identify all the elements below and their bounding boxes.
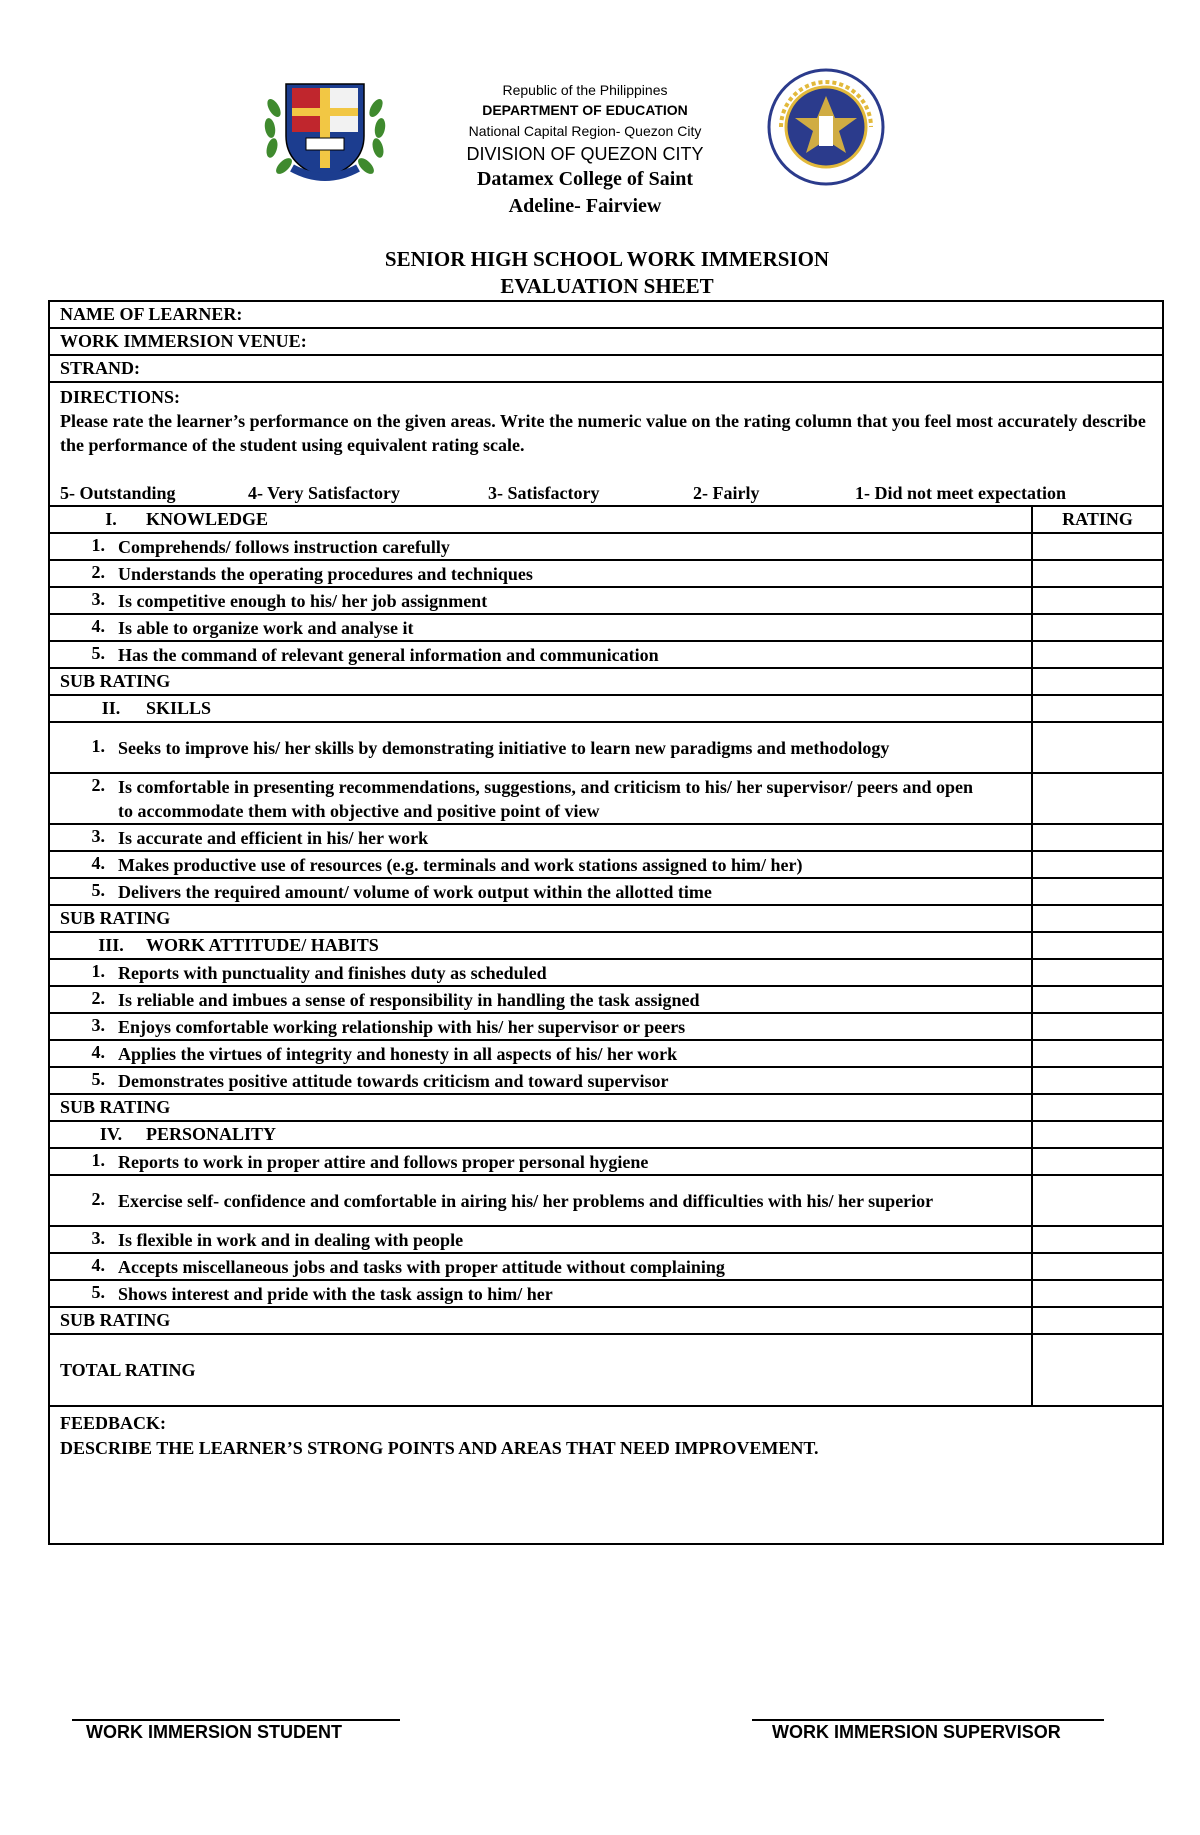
sub-rating-row — [49, 1094, 1163, 1121]
sub-rating-cell[interactable] — [1032, 1307, 1163, 1334]
item-row — [49, 1280, 1163, 1307]
item-text: 2. Exercise self- confidence and comfortable in airing his/ her problems and difficulties with his/ her superior — [49, 1175, 1032, 1226]
rating-cell[interactable] — [1032, 641, 1163, 668]
rating-cell-blank — [1032, 932, 1163, 959]
rating-cell[interactable] — [1032, 533, 1163, 560]
form-title-line1: SENIOR HIGH SCHOOL WORK IMMERSION — [384, 247, 830, 271]
rating-cell[interactable] — [1032, 959, 1163, 986]
item-text: 2. Is comfortable in presenting recommendations, suggestions, and criticism to his/ her supervisor/ peers and open to accommodate them with objective and positive point of view — [49, 773, 1032, 824]
item-text: 2. Understands the operating procedures and techniques — [49, 560, 1032, 587]
letterhead — [380, 80, 790, 220]
item-row — [49, 851, 1163, 878]
item-row — [49, 614, 1163, 641]
item-row — [49, 560, 1163, 587]
form-title — [48, 246, 1166, 300]
name-of-learner-label: NAME OF LEARNER: — [60, 304, 243, 324]
rating-cell[interactable] — [1032, 722, 1163, 773]
section-header-row — [49, 695, 1163, 722]
rating-cell[interactable] — [1032, 986, 1163, 1013]
section-title: I. KNOWLEDGE — [49, 506, 1032, 533]
sub-rating-label: SUB RATING — [49, 1307, 1032, 1334]
item-row — [49, 824, 1163, 851]
section-header-row — [49, 1121, 1163, 1148]
item-text: 3. Is competitive enough to his/ her job assignment — [49, 587, 1032, 614]
feedback-cell[interactable] — [49, 1406, 1163, 1544]
sub-rating-row — [49, 668, 1163, 695]
strand-row — [49, 355, 1163, 382]
rating-cell[interactable] — [1032, 878, 1163, 905]
item-text: 5. Delivers the required amount/ volume of work output within the allotted time — [49, 878, 1032, 905]
sub-rating-label: SUB RATING — [49, 905, 1032, 932]
directions-row — [49, 382, 1163, 506]
rating-scale — [60, 481, 1152, 505]
section-header-row — [49, 932, 1163, 959]
rating-cell[interactable] — [1032, 614, 1163, 641]
rating-cell[interactable] — [1032, 773, 1163, 824]
rating-cell[interactable] — [1032, 1013, 1163, 1040]
rating-cell[interactable] — [1032, 1148, 1163, 1175]
directions-text: Please rate the learner’s performance on the given areas. Write the numeric value on the rating column that you feel most accurately describe the performance of the student using equivalent rating scale. — [60, 411, 1146, 455]
total-rating-cell[interactable] — [1032, 1334, 1163, 1406]
scale-2: 2- Fairly — [693, 483, 760, 503]
section-title: II. SKILLS — [49, 695, 1032, 722]
item-text: 1. Seeks to improve his/ her skills by demonstrating initiative to learn new paradigms and methodology — [49, 722, 1032, 773]
rating-cell[interactable] — [1032, 851, 1163, 878]
evaluation-table — [48, 300, 1164, 1545]
name-row — [49, 301, 1163, 328]
feedback-instructions: DESCRIBE THE LEARNER’S STRONG POINTS AND AREAS THAT NEED IMPROVEMENT. — [60, 1438, 819, 1458]
school-name-line2: Adeline- Fairview — [508, 195, 662, 217]
scale-3: 3- Satisfactory — [488, 483, 600, 503]
directions-label: DIRECTIONS: — [60, 387, 181, 407]
section-title: III. WORK ATTITUDE/ HABITS — [49, 932, 1032, 959]
form-title-line2: EVALUATION SHEET — [500, 274, 714, 298]
student-signature-label: WORK IMMERSION STUDENT — [86, 1722, 342, 1742]
rating-cell[interactable] — [1032, 1280, 1163, 1307]
rating-cell[interactable] — [1032, 1253, 1163, 1280]
item-row — [49, 959, 1163, 986]
sub-rating-label: SUB RATING — [49, 1094, 1032, 1121]
rating-cell[interactable] — [1032, 587, 1163, 614]
section-title: IV. PERSONALITY — [49, 1121, 1032, 1148]
rating-cell[interactable] — [1032, 560, 1163, 587]
supervisor-signature-label: WORK IMMERSION SUPERVISOR — [772, 1722, 1061, 1742]
item-row — [49, 773, 1163, 824]
strand-label: STRAND: — [60, 358, 141, 378]
item-row — [49, 1067, 1163, 1094]
department-line: DEPARTMENT OF EDUCATION — [482, 102, 688, 118]
item-text: 3. Is flexible in work and in dealing with people — [49, 1226, 1032, 1253]
division-line: DIVISION OF QUEZON CITY — [466, 144, 704, 164]
section-header-row — [49, 506, 1163, 533]
item-row — [49, 986, 1163, 1013]
sub-rating-cell[interactable] — [1032, 1094, 1163, 1121]
sub-rating-cell[interactable] — [1032, 668, 1163, 695]
total-rating-label: TOTAL RATING — [49, 1334, 1032, 1406]
feedback-label: FEEDBACK: — [60, 1413, 167, 1433]
item-row — [49, 1175, 1163, 1226]
item-row — [49, 533, 1163, 560]
item-row — [49, 1040, 1163, 1067]
college-seal-logo — [262, 78, 388, 184]
work-immersion-venue-field[interactable] — [49, 328, 1163, 355]
rating-cell[interactable] — [1032, 1226, 1163, 1253]
rating-cell[interactable] — [1032, 1067, 1163, 1094]
total-rating-row — [49, 1334, 1163, 1406]
item-text: 4. Accepts miscellaneous jobs and tasks with proper attitude without complaining — [49, 1253, 1032, 1280]
school-name-line1: Datamex College of Saint — [476, 168, 694, 190]
item-row — [49, 878, 1163, 905]
deped-seal-logo — [767, 68, 885, 186]
item-text: 1. Reports with punctuality and finishes duty as scheduled — [49, 959, 1032, 986]
venue-row — [49, 328, 1163, 355]
item-row — [49, 641, 1163, 668]
supervisor-signature-line[interactable] — [752, 1719, 1104, 1721]
item-row — [49, 722, 1163, 773]
item-row — [49, 1013, 1163, 1040]
directions-cell — [49, 382, 1163, 506]
rating-cell-blank — [1032, 1121, 1163, 1148]
sub-rating-row — [49, 1307, 1163, 1334]
scale-1: 1- Did not meet expectation — [855, 483, 1066, 503]
rating-cell[interactable] — [1032, 824, 1163, 851]
item-row — [49, 1226, 1163, 1253]
name-of-learner-field[interactable] — [49, 301, 1163, 328]
scale-5: 5- Outstanding — [60, 483, 176, 503]
item-text: 4. Makes productive use of resources (e.g. terminals and work stations assigned to him/ her) — [49, 851, 1032, 878]
sub-rating-cell[interactable] — [1032, 905, 1163, 932]
rating-cell[interactable] — [1032, 1175, 1163, 1226]
item-text: 1. Comprehends/ follows instruction carefully — [49, 533, 1032, 560]
item-text: 5. Shows interest and pride with the task assign to him/ her — [49, 1280, 1032, 1307]
rating-column-header: RATING — [1032, 506, 1163, 533]
item-row — [49, 1253, 1163, 1280]
item-row — [49, 587, 1163, 614]
item-text: 5. Has the command of relevant general information and communication — [49, 641, 1032, 668]
student-signature-line[interactable] — [72, 1719, 400, 1721]
item-text: 1. Reports to work in proper attire and follows proper personal hygiene — [49, 1148, 1032, 1175]
item-text: 3. Is accurate and efficient in his/ her work — [49, 824, 1032, 851]
item-text: 4. Is able to organize work and analyse it — [49, 614, 1032, 641]
region-line: National Capital Region- Quezon City — [468, 123, 702, 139]
strand-field[interactable] — [49, 355, 1163, 382]
item-text: 4. Applies the virtues of integrity and honesty in all aspects of his/ her work — [49, 1040, 1032, 1067]
sub-rating-row — [49, 905, 1163, 932]
rating-cell-blank — [1032, 695, 1163, 722]
item-text: 2. Is reliable and imbues a sense of responsibility in handling the task assigned — [49, 986, 1032, 1013]
republic-line: Republic of the Philippines — [502, 82, 668, 98]
scale-4: 4- Very Satisfactory — [248, 483, 400, 503]
feedback-row — [49, 1406, 1163, 1544]
item-row — [49, 1148, 1163, 1175]
item-text: 3. Enjoys comfortable working relationship with his/ her supervisor or peers — [49, 1013, 1032, 1040]
venue-label: WORK IMMERSION VENUE: — [60, 331, 307, 351]
item-text: 5. Demonstrates positive attitude towards criticism and toward supervisor — [49, 1067, 1032, 1094]
rating-cell[interactable] — [1032, 1040, 1163, 1067]
sub-rating-label: SUB RATING — [49, 668, 1032, 695]
